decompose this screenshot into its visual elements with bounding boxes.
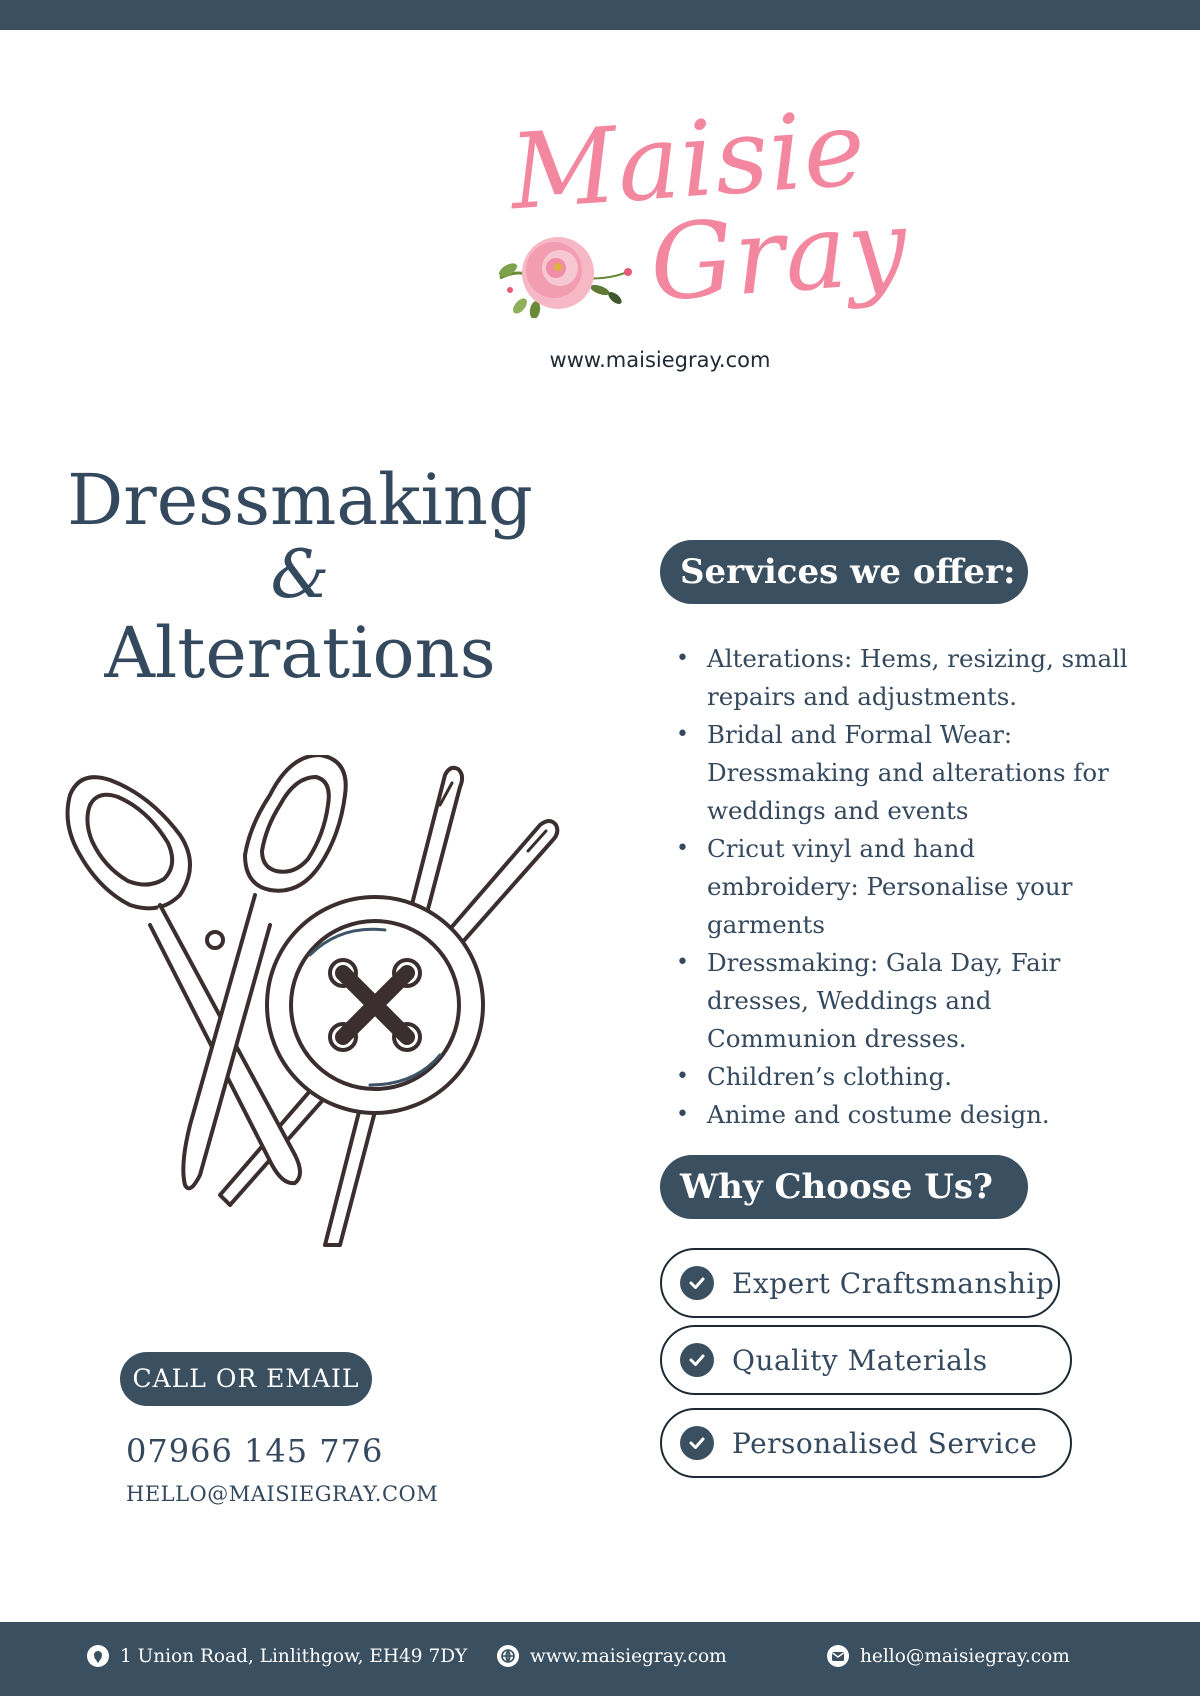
footer-address-text: 1 Union Road, Linlithgow, EH49 7DY bbox=[120, 1645, 468, 1667]
service-item-line: Dressmaking and alterations for bbox=[707, 758, 1109, 787]
service-item bbox=[672, 716, 1152, 830]
check-circle-icon bbox=[680, 1426, 714, 1460]
service-item-line: Anime and costume design. bbox=[707, 1100, 1050, 1129]
top-banner-bar bbox=[0, 0, 1200, 30]
service-item-line: Communion dresses. bbox=[707, 1024, 967, 1053]
service-item bbox=[672, 1096, 1152, 1134]
call-or-email-badge: CALL OR EMAIL bbox=[120, 1352, 372, 1406]
service-item-line: weddings and events bbox=[707, 796, 969, 825]
service-item-line: Alterations: Hems, resizing, small bbox=[707, 644, 1128, 673]
bullet-icon: • bbox=[676, 1064, 689, 1089]
footer-website-text[interactable]: www.maisiegray.com bbox=[530, 1645, 727, 1667]
scissors-button-needle-illustration bbox=[40, 755, 570, 1255]
footer-website[interactable] bbox=[496, 1644, 727, 1668]
services-list bbox=[672, 640, 1152, 1134]
title-line-alterations: Alterations bbox=[104, 612, 496, 694]
website-url[interactable]: www.maisiegray.com bbox=[549, 348, 771, 372]
phone-number[interactable]: 07966 145 776 bbox=[126, 1432, 384, 1470]
footer-email-text[interactable]: hello@maisiegray.com bbox=[860, 1645, 1070, 1667]
bullet-icon: • bbox=[676, 722, 689, 747]
globe-icon bbox=[496, 1644, 520, 1668]
bullet-icon: • bbox=[676, 836, 689, 861]
services-heading: Services we offer: bbox=[660, 540, 1028, 604]
service-item-line: Cricut vinyl and hand bbox=[707, 834, 976, 863]
sewing-button-icon bbox=[267, 897, 483, 1113]
why-item-label: Expert Craftsmanship bbox=[732, 1266, 1055, 1300]
service-item bbox=[672, 944, 1152, 1058]
rose-flower-icon bbox=[490, 218, 640, 318]
service-item-line: dresses, Weddings and bbox=[707, 986, 992, 1015]
service-item-line: garments bbox=[707, 910, 825, 939]
title-ampersand: & bbox=[270, 536, 330, 613]
footer-address bbox=[86, 1644, 467, 1668]
bullet-icon: • bbox=[676, 1102, 689, 1127]
why-item-label: Personalised Service bbox=[732, 1426, 1038, 1460]
logo-text-second: Gray bbox=[646, 185, 912, 325]
service-item-line: Dressmaking: Gala Day, Fair bbox=[707, 948, 1061, 977]
logo-text-first: Maisie bbox=[506, 86, 870, 234]
title-line-dressmaking: Dressmaking bbox=[67, 459, 533, 541]
check-circle-icon bbox=[680, 1343, 714, 1377]
bullet-icon: • bbox=[676, 646, 689, 671]
service-item bbox=[672, 640, 1152, 716]
logo bbox=[490, 86, 912, 340]
why-item-materials bbox=[660, 1325, 1072, 1395]
email-address[interactable]: HELLO@MAISIEGRAY.COM bbox=[126, 1482, 439, 1506]
footer-email[interactable] bbox=[826, 1644, 1070, 1668]
why-item-label: Quality Materials bbox=[732, 1343, 988, 1377]
location-pin-icon bbox=[86, 1644, 110, 1668]
why-item-craftsmanship bbox=[660, 1248, 1060, 1318]
service-item-line: Children’s clothing. bbox=[707, 1062, 953, 1091]
check-circle-icon bbox=[680, 1266, 714, 1300]
service-item bbox=[672, 830, 1152, 944]
service-item-line: repairs and adjustments. bbox=[707, 682, 1018, 711]
service-item bbox=[672, 1058, 1152, 1096]
bullet-icon: • bbox=[676, 950, 689, 975]
page-title bbox=[40, 460, 560, 696]
service-item-line: embroidery: Personalise your bbox=[707, 872, 1073, 901]
envelope-icon bbox=[826, 1644, 850, 1668]
why-choose-heading: Why Choose Us? bbox=[660, 1155, 1028, 1219]
why-item-service bbox=[660, 1408, 1072, 1478]
service-item-line: Bridal and Formal Wear: bbox=[707, 720, 1013, 749]
